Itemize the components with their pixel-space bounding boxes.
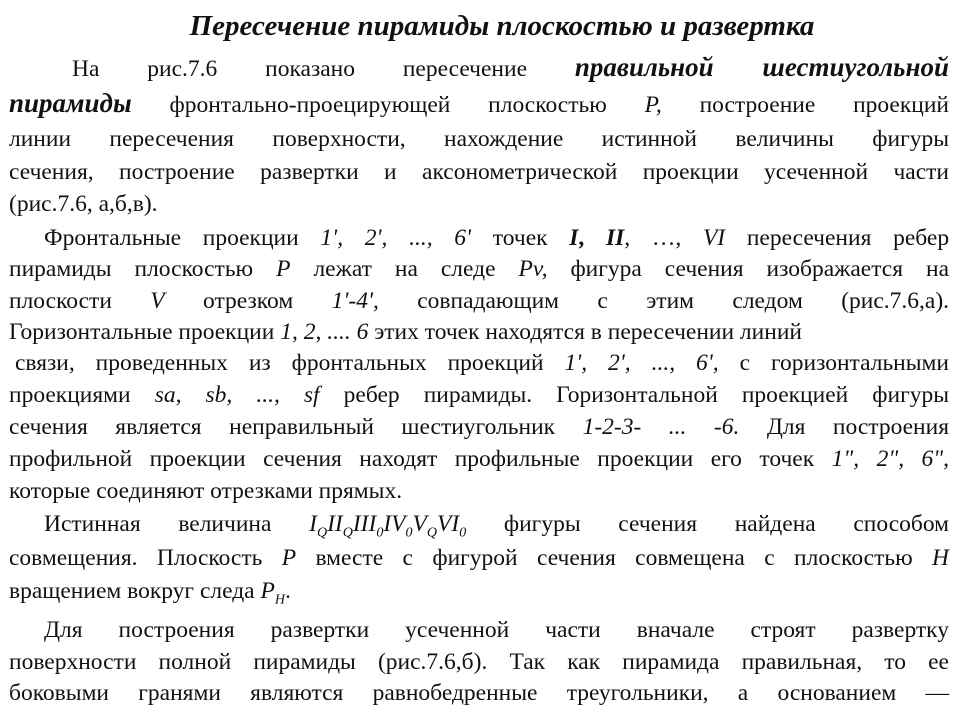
paragraph-4-line-1: Для построения развертки усеченной части вначале строят развертку	[44, 617, 949, 643]
text: сечения является неправильный шестиугольник	[9, 414, 556, 440]
variable: P	[281, 545, 297, 571]
paragraph-2-line-7	[9, 412, 949, 443]
text: связи, проведенных из фронтальных проекций	[15, 350, 544, 376]
paragraph-3-line-1	[44, 509, 949, 540]
formula-term: II	[327, 511, 343, 537]
variable: VI	[702, 225, 726, 251]
paragraph-2-line-2	[9, 254, 949, 285]
text: построение проекций	[699, 92, 950, 118]
text: Истинная величина	[44, 511, 272, 537]
paragraph-1-line-1	[72, 52, 949, 83]
text: , …,	[624, 225, 682, 251]
variable: I	[569, 225, 579, 251]
text: Для построения	[766, 414, 950, 440]
variable: II	[606, 225, 625, 251]
variable: P	[260, 578, 275, 604]
text: ребер пирамиды. Горизонтальной проекцией фигуры	[343, 382, 950, 408]
text: пирамиды плоскостью	[9, 256, 254, 282]
text: вместе с фигурой сечения совмещена с плоскостью	[315, 545, 913, 571]
text: этих точек находятся в пересечении линий	[374, 319, 802, 345]
text: лежат на следе	[313, 256, 496, 282]
text: пересечения ребер	[746, 225, 950, 251]
variable: 1', 2', ..., 6'	[320, 225, 472, 251]
text: плоскости	[9, 288, 112, 314]
variable: P	[276, 256, 291, 282]
paragraph-1-line-3: линии пересечения поверхности, нахождение истинной величины фигуры	[9, 126, 949, 152]
text: совпадающим с этим следом (рис.7.6,а).	[417, 288, 950, 314]
text: фигуры сечения найдена способом	[503, 511, 950, 537]
emphasis-bold-italic: правильной шестиугольной	[574, 52, 950, 82]
text: с горизонтальными	[739, 350, 949, 376]
formula-subscript: 0	[459, 525, 467, 541]
text: проекциями	[9, 382, 131, 408]
formula-subscript: Q	[426, 525, 437, 541]
text: Фронтальные проекции	[44, 225, 299, 251]
formula-term: V	[412, 511, 427, 537]
paragraph-4-line-2: поверхности полной пирамиды (рис.7.6,б). Так как пирамида правильная, то ее	[9, 649, 949, 675]
paragraph-4-line-3: боковыми гранями являются равнобедренные треугольники, а основанием —	[9, 680, 949, 706]
paragraph-1-line-5: (рис.7.6, а,б,в).	[9, 191, 158, 217]
variable: P,	[644, 92, 662, 118]
formula-term: IV	[383, 511, 406, 537]
text: фронтально-проецирующей плоскостью	[169, 92, 607, 118]
formula-subscript: 0	[405, 525, 413, 541]
paragraph-2-line-4	[9, 317, 802, 348]
variable: sa, sb, ..., sf	[154, 382, 320, 408]
paragraph-2-line-1	[44, 223, 949, 254]
paragraph-1-line-4: сечения, построение развертки и аксонометрической проекции усеченной части	[9, 159, 949, 185]
variable: V	[150, 288, 165, 314]
text: вращением вокруг следа	[9, 578, 255, 604]
formula-term: I	[309, 511, 317, 537]
variable: 1", 2", 6",	[831, 446, 950, 472]
paragraph-2-line-9: которые соединяют отрезками прямых.	[9, 478, 403, 504]
page-title: Пересечение пирамиды плоскостью и развертка	[189, 10, 815, 42]
paragraph-1-line-2	[9, 88, 949, 119]
formula-subscript: Q	[316, 525, 328, 541]
text: Горизонтальные проекции	[9, 319, 275, 345]
paragraph-2-line-5	[15, 348, 949, 379]
variable: 1', 2', ..., 6',	[564, 350, 719, 376]
variable: Pv,	[518, 256, 548, 282]
variable: 1'-4',	[331, 288, 379, 314]
trace-subscript: H	[274, 592, 285, 608]
formula-term: VI	[437, 511, 460, 537]
text: На рис.7.6 показано пересечение	[72, 56, 528, 82]
emphasis-bold-italic: пирамиды	[9, 88, 132, 118]
text: фигура сечения изображается на	[570, 256, 950, 282]
paragraph-2-line-6	[9, 380, 949, 411]
variable: 1-2-3- ... -6.	[582, 414, 740, 440]
text: точек	[492, 225, 548, 251]
variable: H	[932, 545, 949, 571]
section-figure-formula	[309, 511, 467, 541]
paragraph-3-line-2	[9, 543, 949, 574]
text: отрезком	[203, 288, 294, 314]
text: .	[284, 578, 291, 604]
formula-term: III	[352, 511, 377, 537]
text: профильной проекции сечения находят профильные проекции его точек	[9, 446, 815, 472]
paragraph-2-line-8	[9, 444, 949, 475]
text: ,	[578, 225, 585, 251]
paragraph-2-line-3	[9, 286, 949, 317]
formula-subscript: Q	[342, 525, 353, 541]
variable: 1, 2, .... 6	[280, 319, 369, 345]
text: совмещения. Плоскость	[9, 545, 263, 571]
formula-subscript: 0	[376, 525, 384, 541]
paragraph-3-line-3	[9, 576, 291, 607]
